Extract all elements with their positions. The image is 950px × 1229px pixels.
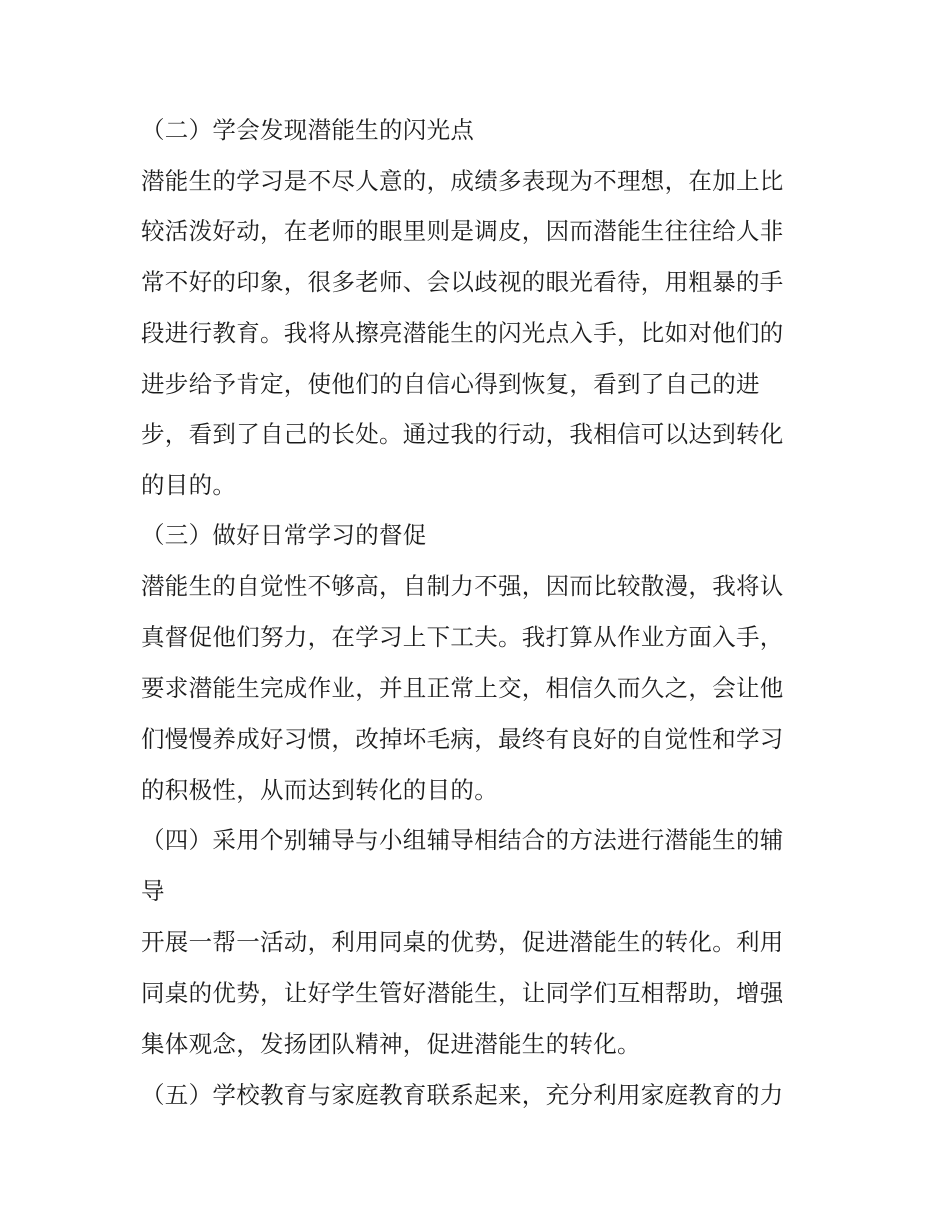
paragraph-line: 真督促他们努力，在学习上下工夫。我打算从作业方面入手， [141,623,784,651]
paragraph-line: 潜能生的学习是不尽人意的，成绩多表现为不理想，在加上比 [141,167,784,195]
paragraph-line: 潜能生的自觉性不够高，自制力不强，因而比较散漫，我将认 [141,572,784,600]
paragraph-line: 们慢慢养成好习惯，改掉坏毛病，最终有良好的自觉性和学习 [141,725,784,753]
heading-section-4: （四）采用个别辅导与小组辅导相结合的方法进行潜能生的辅 [141,826,784,854]
paragraph-line: 的积极性，从而达到转化的目的。 [141,776,498,804]
heading-section-4-cont: 导 [141,877,165,905]
paragraph-line: 进步给予肯定，使他们的自信心得到恢复，看到了自己的进 [141,370,760,398]
paragraph-line: 步，看到了自己的长处。通过我的行动，我相信可以达到转化 [141,420,784,448]
heading-section-3: （三）做好日常学习的督促 [141,521,427,549]
heading-section-5: （五）学校教育与家庭教育联系起来，充分利用家庭教育的力 [141,1081,784,1109]
paragraph-line: 要求潜能生完成作业，并且正常上交，相信久而久之，会让他 [141,674,784,702]
paragraph-line: 集体观念，发扬团队精神，促进潜能生的转化。 [141,1030,641,1058]
paragraph-line: 较活泼好动，在老师的眼里则是调皮，因而潜能生往往给人非 [141,217,784,245]
paragraph-line: 常不好的印象，很多老师、会以歧视的眼光看待，用粗暴的手 [141,268,784,296]
paragraph-line: 同桌的优势，让好学生管好潜能生，让同学们互相帮助，增强 [141,979,784,1007]
paragraph-line: 开展一帮一活动，利用同桌的优势，促进潜能生的转化。利用 [141,928,784,956]
paragraph-line: 段进行教育。我将从擦亮潜能生的闪光点入手，比如对他们的 [141,319,784,347]
paragraph-line: 的目的。 [141,471,237,499]
heading-section-2: （二）学会发现潜能生的闪光点 [141,116,475,144]
